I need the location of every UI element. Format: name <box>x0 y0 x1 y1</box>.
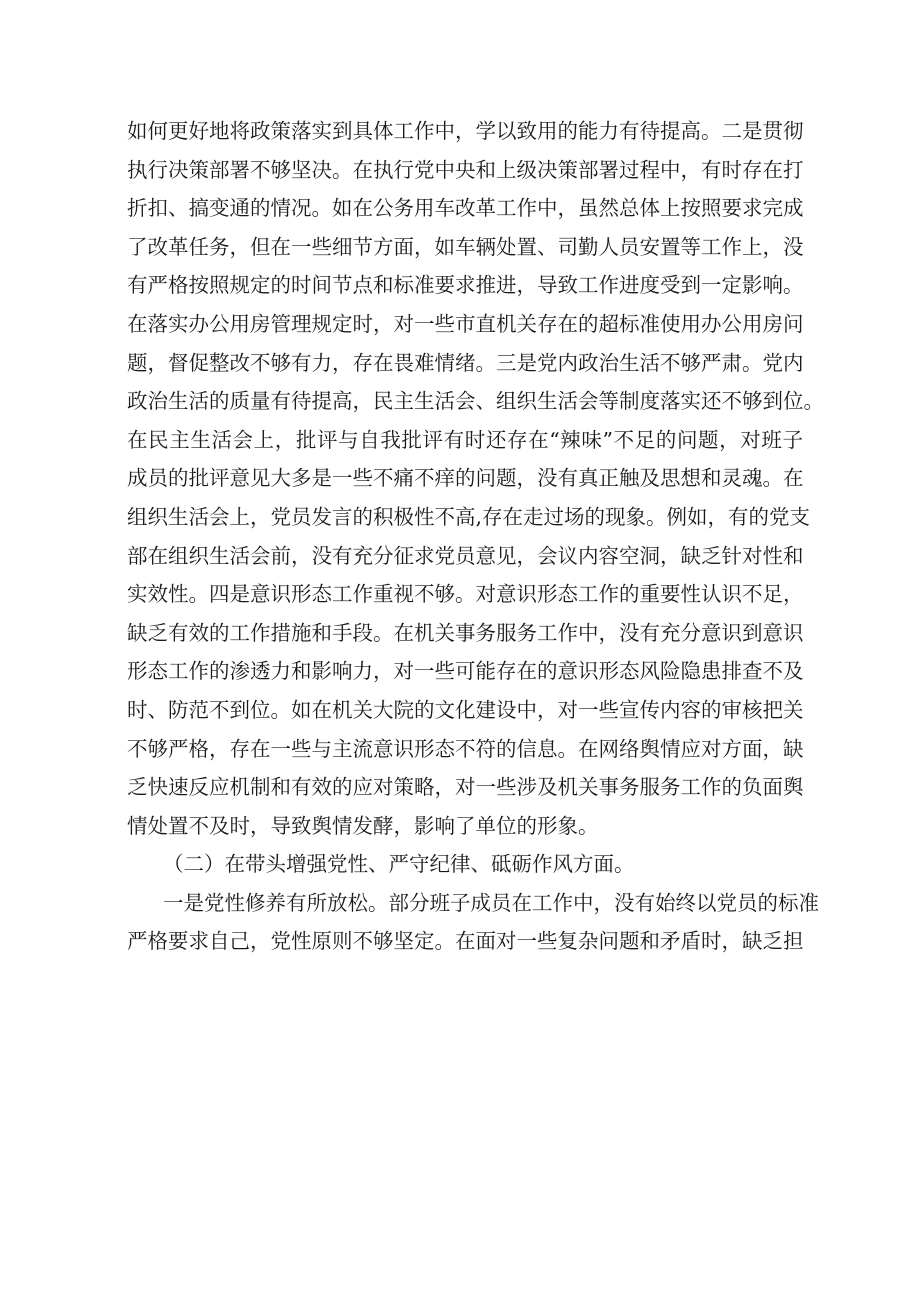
text-line: 了改革任务，但在一些细节方面，如车辆处置、司勤人员安置等工作上，没 <box>127 234 804 259</box>
text-line: 严格要求自己，党性原则不够坚定。在面对一些复杂问题和矛盾时，缺乏担 <box>127 929 804 954</box>
text-line: 折扣、搞变通的情况。如在公务用车改革工作中，虽然总体上按照要求完成 <box>127 196 804 221</box>
text-line: 有严格按照规定的时间节点和标准要求推进，导致工作进度受到一定影响。 <box>127 273 804 298</box>
text-line: 形态工作的渗透力和影响力，对一些可能存在的意识形态风险隐患排查不及 <box>127 659 804 684</box>
paragraph <box>127 884 819 961</box>
text-line: 乏快速反应机制和有效的应对策略，对一些涉及机关事务服务工作的负面舆 <box>127 775 804 800</box>
document-body <box>127 112 824 961</box>
text-line: 题，督促整改不够有力，存在畏难情绪。三是党内政治生活不够严肃。党内 <box>127 350 804 375</box>
paragraph <box>127 112 824 845</box>
section-heading-text: （二）在带头增强党性、严守纪律、砥砺作风方面。 <box>163 852 635 877</box>
text-line: 在民主生活会上，批评与自我批评有时还存在“辣味”不足的问题，对班子 <box>127 427 803 452</box>
text-line: 时、防范不到位。如在机关大院的文化建设中，对一些宣传内容的审核把关 <box>127 697 804 722</box>
text-line: 实效性。四是意识形态工作重视不够。对意识形态工作的重要性认识不足， <box>127 582 804 607</box>
section-heading <box>127 845 803 884</box>
text-line: 政治生活的质量有待提高，民主生活会、组织生活会等制度落实还不够到位。 <box>127 389 824 414</box>
text-line: 如何更好地将政策落实到具体工作中，学以致用的能力有待提高。二是贯彻 <box>127 119 804 143</box>
text-line: 执行决策部署不够坚决。在执行党中央和上级决策部署过程中，有时存在打 <box>127 157 804 182</box>
text-line: 情处置不及时，导致舆情发酵，影响了单位的形象。 <box>127 813 599 838</box>
text-line: 缺乏有效的工作措施和手段。在机关事务服务工作中，没有充分意识到意识 <box>127 620 804 645</box>
text-line: 部在组织生活会前，没有充分征求党员意见，会议内容空洞，缺乏针对性和 <box>127 543 804 568</box>
text-line: 在落实办公用房管理规定时，对一些市直机关存在的超标准使用办公用房问 <box>127 311 804 336</box>
text-line: 成员的批评意见大多是一些不痛不痒的问题，没有真正触及思想和灵魂。在 <box>127 466 804 491</box>
text-line: 组织生活会上，党员发言的积极性不高,存在走过场的现象。例如，有的党支 <box>127 504 811 529</box>
text-line: 一是党性修养有所放松。部分班子成员在工作中，没有始终以党员的标准 <box>163 890 819 915</box>
text-line: 不够严格，存在一些与主流意识形态不符的信息。在网络舆情应对方面，缺 <box>127 736 804 761</box>
